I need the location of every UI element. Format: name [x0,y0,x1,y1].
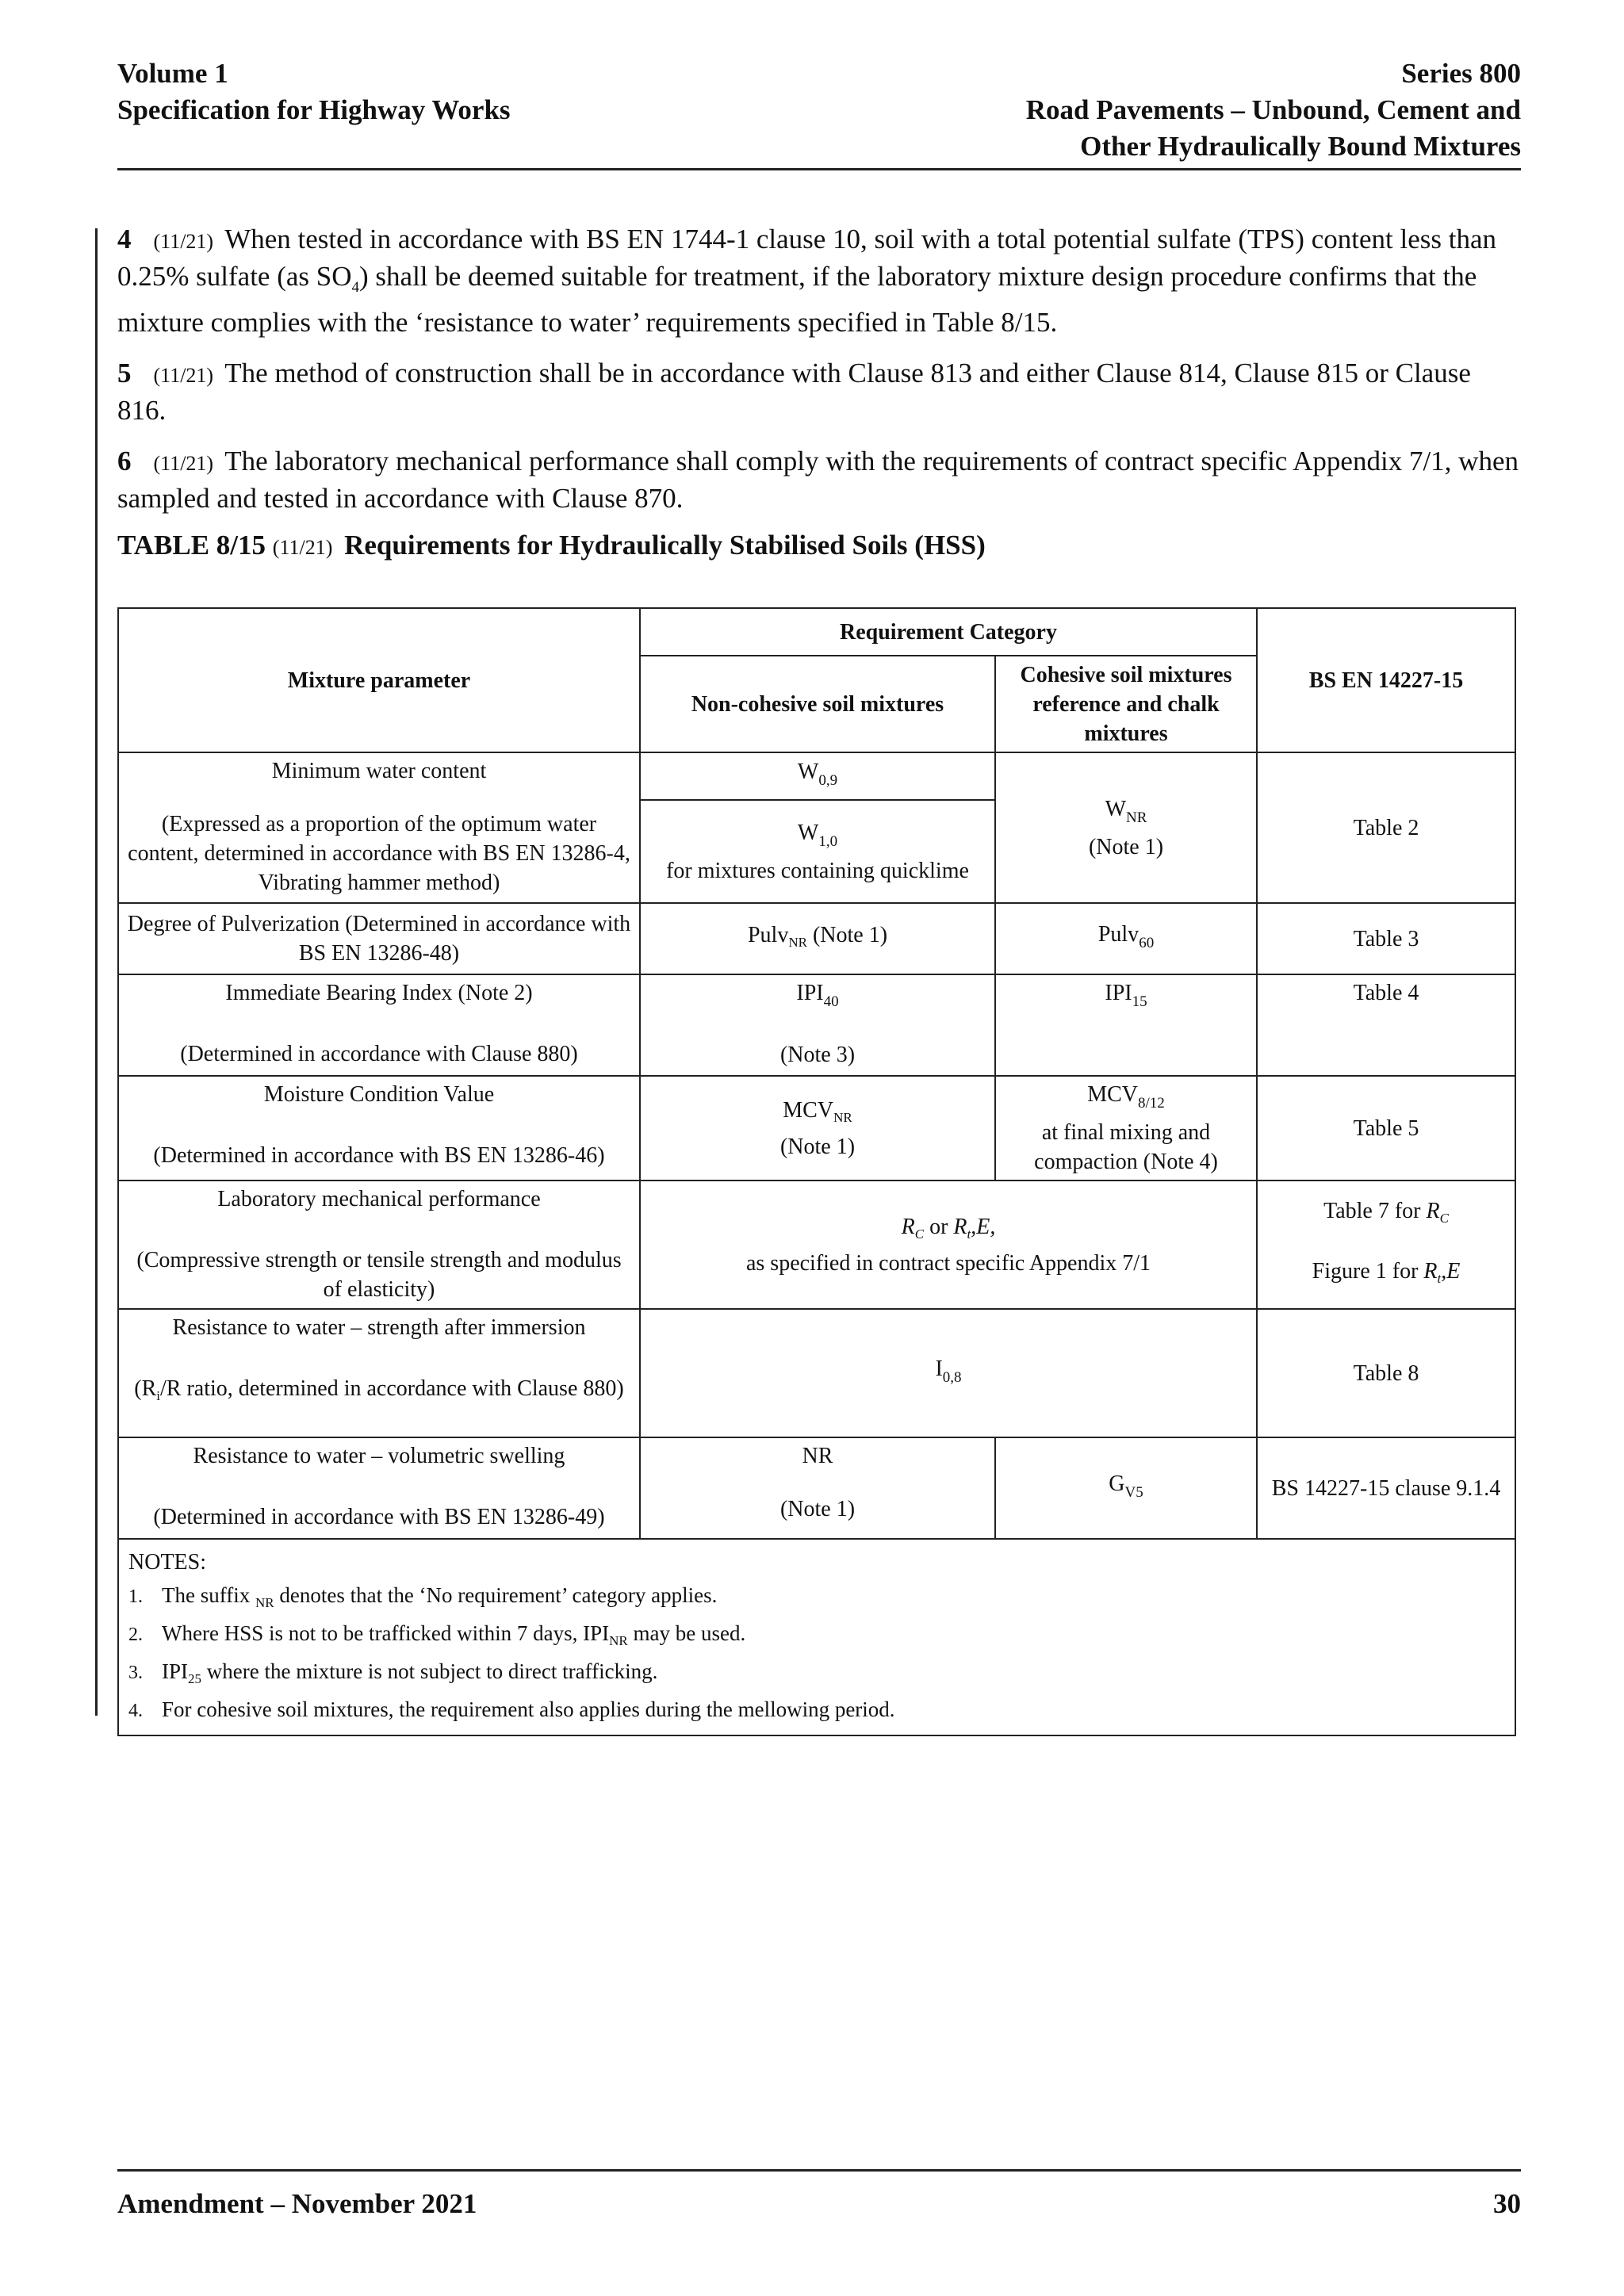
mcv-standard-ref: Table 5 [1257,1076,1515,1181]
qualifier: at final mixing and compaction (Note 4) [1034,1120,1218,1174]
running-header-right [1026,55,1521,165]
param-pulverization: Degree of Pulverization (Determined in accordance with BS EN 13286-48) [118,903,640,974]
param-description: (Determined in accordance with BS EN 13286-46) [153,1143,605,1168]
param-title: Resistance to water – volumetric swelling [193,1444,565,1468]
symbol: G [1109,1471,1125,1496]
param-title: Resistance to water – strength after immersion [172,1315,586,1340]
amendment-tag: (11/21) [272,536,333,559]
subscript: t [967,1226,971,1242]
lab-requirement [640,1181,1257,1309]
water-cohesive-value [995,752,1257,903]
amendment-tag: (11/21) [153,230,214,253]
param-volumetric-swelling [118,1437,640,1539]
note-text-a: Where HSS is not to be trafficked within 7 days, IPI [162,1621,610,1645]
header-rule [117,168,1521,170]
param-title: Moisture Condition Value [263,1082,495,1107]
subscript: NR [833,1109,852,1125]
symbol: I [935,1357,943,1381]
subscript: C [1439,1211,1449,1226]
param-description: (Determined in accordance with Clause 880) [180,1042,578,1066]
paragraph-text: The laboratory mechanical performance shall comply with the requirements of contract specific Appendix 7/1, when sampled and tested in accordance with Clause 870. [117,446,1519,514]
subscript: 4 [351,279,360,296]
subscript: i [156,1388,161,1403]
subscript: 15 [1132,993,1147,1010]
symbol: W [1105,796,1127,821]
std-text: Table 7 for [1323,1199,1421,1223]
note-text-b: where the mixture is not subject to direct trafficking. [206,1659,658,1683]
symbol-e: ,E [1441,1259,1461,1284]
symbol: IPI [1105,981,1132,1005]
note-ref: (Note 1) [1088,834,1164,859]
param-description: (Determined in accordance with BS EN 13286-49) [153,1505,605,1529]
ipi-standard-ref: Table 4 [1257,974,1515,1076]
table-caption [117,530,986,561]
note-ref: (Note 1) [779,1497,856,1521]
symbol: IPI [796,981,824,1005]
param-title: Immediate Bearing Index (Note 2) [225,981,533,1005]
ipi-cohesive-value [995,974,1257,1076]
subscript: NR [788,935,807,950]
note-number: 3. [128,1663,143,1683]
immersion-standard-ref: Table 8 [1257,1309,1515,1437]
paragraph-number: 6 [117,446,132,476]
note-number: 2. [128,1624,143,1645]
requirements-table [117,607,1516,1736]
connector: or [929,1214,948,1239]
swelling-noncohesive-value [640,1437,995,1539]
header-requirement-category: Requirement Category [640,608,1257,656]
symbol-r: R [1426,1199,1440,1223]
note-1 [128,1580,1505,1618]
document-title: Specification for Highway Works [117,94,511,125]
paragraph-text: When tested in accordance with BS EN 1744-1 clause 10, soil with a total potential sulfate (TPS) content less than 0.25% sulfate (as SO [117,224,1496,292]
subscript: 0,8 [942,1369,962,1386]
subscript: 60 [1139,935,1155,951]
amendment-tag: (11/21) [153,452,214,475]
footer-rule [117,2169,1521,2172]
lab-standard-ref [1257,1181,1515,1309]
paragraph-4 [117,222,1521,340]
swelling-standard-ref: BS 14227-15 clause 9.1.4 [1257,1437,1515,1539]
subscript: NR [609,1633,628,1648]
subscript: 0,9 [818,772,838,789]
param-desc-a: (R [134,1376,157,1401]
param-water-immersion [118,1309,640,1437]
pulv-cohesive-value [995,903,1257,974]
param-description [125,1374,633,1410]
water-noncohesive-value [640,752,995,800]
subscript: V5 [1124,1484,1143,1501]
table-notes [118,1539,1515,1735]
paragraph-text-cont: ) shall be deemed suitable for treatment, if the laboratory mixture design procedure confirms that the mixture complies with the ‘resistance to water’ requirements specified in Table 8/15. [117,261,1477,338]
subscript: 1,0 [818,832,838,850]
mcv-noncohesive-value [640,1076,995,1181]
qualifier: as specified in contract specific Appendix 7/1 [745,1250,1151,1276]
pulv-standard-ref: Table 3 [1257,903,1515,974]
note-number: 1. [128,1586,143,1607]
symbol: MCV [1087,1082,1139,1107]
param-title: Minimum water content [271,759,487,783]
notes-title: NOTES: [128,1550,206,1575]
pulv-noncohesive-value [640,903,995,974]
volume-label: Volume 1 [117,58,228,89]
table-title: Requirements for Hydraulically Stabilised Soils (HSS) [344,530,986,561]
note-ref: (Note 1) [812,923,888,947]
subscript: C [914,1226,925,1242]
param-desc-b: /R ratio, determined in accordance with Clause 880) [160,1376,624,1401]
note-number: 4. [128,1701,143,1721]
paragraph-number: 4 [117,224,132,254]
body-text [117,222,1521,532]
symbol: MCV [783,1097,834,1123]
subscript: t [1437,1271,1442,1286]
symbol: Pulv [1097,922,1139,947]
page-number: 30 [1493,2188,1521,2219]
table-label: TABLE 8/15 [117,530,266,561]
symbol-rt: R [953,1214,967,1239]
amendment-tag: (11/21) [153,364,214,387]
symbol: Pulv [747,923,789,947]
subscript: 8/12 [1138,1095,1165,1112]
swelling-cohesive-value [995,1437,1257,1539]
water-quicklime-value [640,800,995,903]
param-lab-performance [118,1181,640,1309]
paragraph-number: 5 [117,358,132,388]
std-text: Figure 1 for [1312,1259,1419,1284]
note-text: For cohesive soil mixtures, the requirement also applies during the mellowing period. [162,1697,895,1721]
note-3 [128,1656,1505,1694]
header-cohesive: Cohesive soil mixtures reference and chalk mixtures [995,656,1257,752]
param-water-content [118,752,640,903]
immersion-requirement [640,1309,1257,1437]
symbol: W [797,760,819,784]
subscript: 25 [188,1671,201,1686]
ipi-noncohesive-value [640,974,995,1076]
paragraph-6 [117,444,1521,516]
subscript: NR [1126,809,1147,826]
note-4 [128,1694,1505,1727]
series-title-line1: Road Pavements – Unbound, Cement and [1025,94,1521,125]
qualifier: for mixtures containing quicklime [666,858,969,883]
symbol-r: R [901,1214,915,1239]
paragraph-text: The method of construction shall be in accordance with Clause 813 and either Clause 814, Clause 815 or Clause 816. [117,358,1471,426]
series-label: Series 800 [1401,58,1521,89]
param-description: (Expressed as a proportion of the optimum water content, determined in accordance with BS EN 13286-4, Vibrating hammer method) [128,812,630,895]
series-title-line2: Other Hydraulically Bound Mixtures [1080,131,1521,162]
header-standard: BS EN 14227-15 [1257,608,1515,752]
note-text-a: The suffix [162,1583,251,1607]
subscript: 40 [823,993,839,1010]
param-title: Laboratory mechanical performance [217,1187,541,1211]
param-ipi [118,974,640,1076]
running-header-left [117,55,511,128]
note-text-b: may be used. [633,1621,746,1645]
header-mixture-parameter: Mixture parameter [118,608,640,752]
note-ref: (Note 1) [779,1134,856,1159]
mcv-cohesive-value [995,1076,1257,1181]
water-standard-ref: Table 2 [1257,752,1515,903]
param-description: (Compressive strength or tensile strength and modulus of elasticity) [136,1248,622,1302]
note-2 [128,1618,1505,1656]
symbol-r: R [1423,1259,1438,1284]
header-non-cohesive: Non-cohesive soil mixtures [640,656,995,752]
amendment-date: Amendment – November 2021 [117,2188,477,2219]
note-ref: (Note 3) [779,1043,856,1067]
symbol: W [797,820,819,845]
note-text-a: IPI [162,1659,188,1683]
subscript: NR [255,1595,274,1610]
param-mcv [118,1076,640,1181]
amendment-change-bar [95,228,98,1716]
paragraph-5 [117,356,1521,428]
symbol-e: ,E, [971,1214,996,1239]
symbol: NR [802,1444,833,1468]
note-text-b: denotes that the ‘No requirement’ category applies. [279,1583,718,1607]
